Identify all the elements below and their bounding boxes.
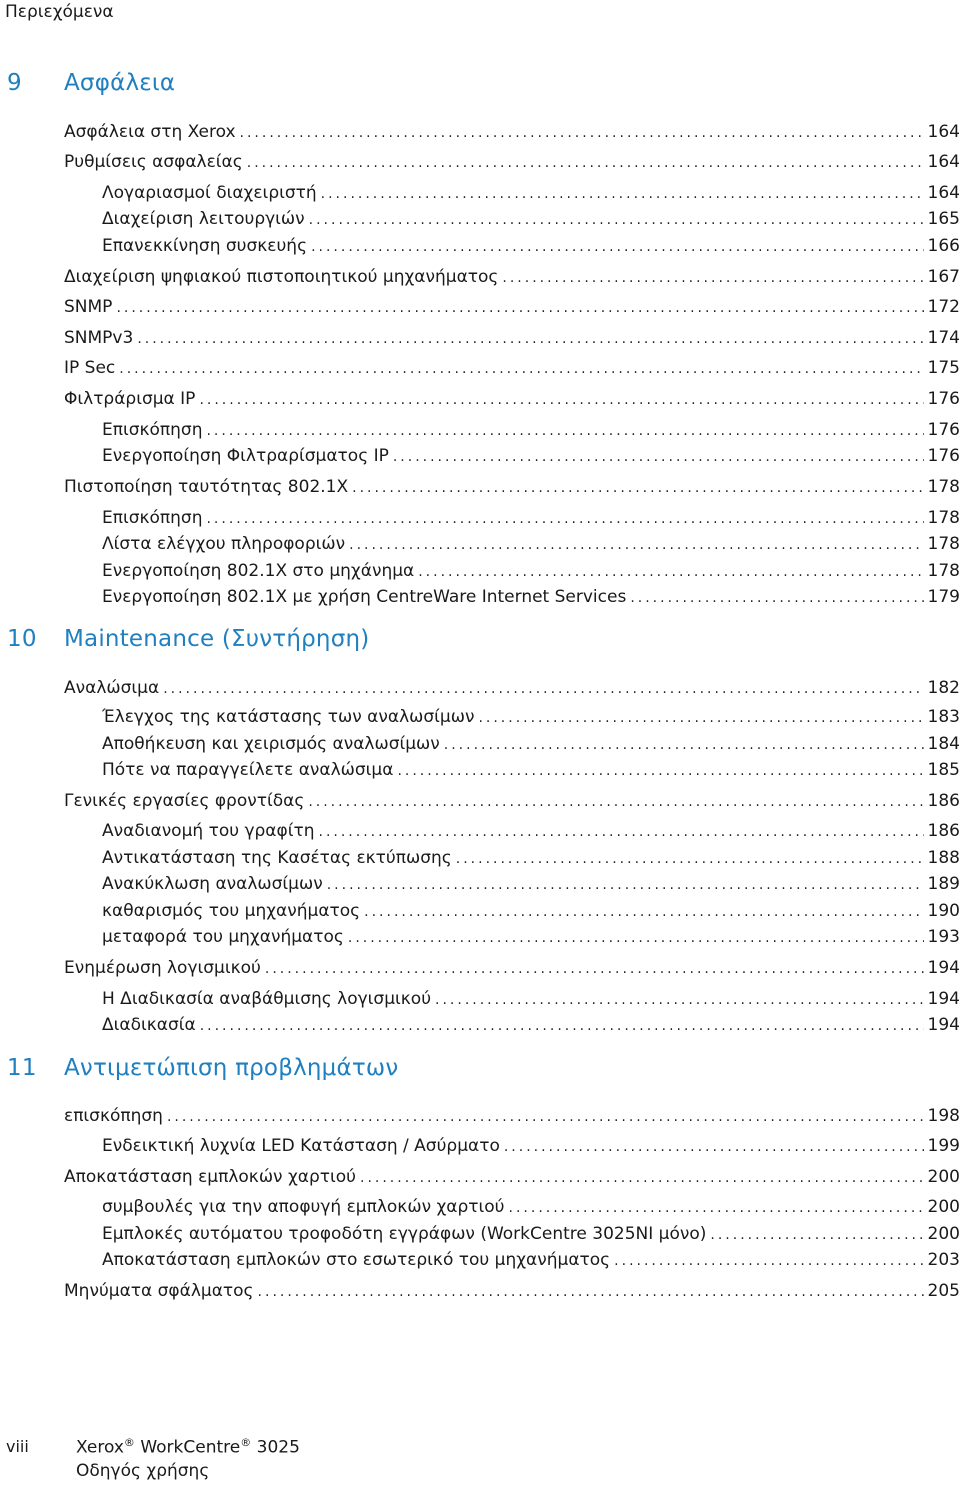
toc-entry-title: Ενεργοποίηση Φιλτραρίσματος IP [102,446,389,466]
toc-entry-title: Επισκόπηση [102,420,203,440]
dot-leader [206,507,923,531]
toc-entry-title: Αναδιανομή του γραφίτη [102,821,315,841]
toc-entry-page: 183 [927,707,960,727]
toc-entry-title: Ρυθμίσεις ασφαλείας [64,152,243,172]
dot-leader [311,235,923,259]
toc-entry-page: 178 [927,477,960,497]
toc-entry-page: 189 [927,874,960,894]
dot-leader [258,1280,924,1304]
toc-entry[interactable] [102,846,960,870]
toc-entry-page: 194 [927,1015,960,1035]
toc-entry-title: Αποκατάσταση εμπλοκών χαρτιού [64,1167,356,1187]
dot-leader [614,1249,923,1273]
toc-entry[interactable] [102,1248,960,1272]
registered-mark: ® [240,1436,252,1449]
toc-entry-page: 186 [927,791,960,811]
dot-leader [456,847,924,871]
toc-entry[interactable] [64,150,960,174]
running-head: Περιεχόμενα [5,2,114,22]
toc-entry-page: 167 [927,267,960,287]
toc-entry-title: SNMPv3 [64,328,134,348]
toc-entry[interactable] [102,559,960,583]
toc-entry-title: Πότε να παραγγείλετε αναλώσιμα [102,760,394,780]
toc-entry-title: Επανεκκίνηση συσκευής [102,236,308,256]
toc-entry-title: Η Διαδικασία αναβάθμισης λογισμικού [102,989,432,1009]
toc-entry-page: 200 [927,1224,960,1244]
chapter-number: 11 [7,1055,37,1081]
toc-entry-title: Λίστα ελέγχου πληροφοριών [102,534,346,554]
toc-entry[interactable] [102,1134,960,1158]
toc-entry-title: Μηνύματα σφάλματος [64,1281,254,1301]
dot-leader [349,533,923,557]
dot-leader [265,957,924,981]
toc-entry-title: Έλεγχος της κατάστασης των αναλωσίμων [102,707,475,727]
toc-entry-page: 178 [927,534,960,554]
toc-entry[interactable] [102,418,960,442]
toc-entry-title: Ενημέρωση λογισμικού [64,958,261,978]
toc-entry[interactable] [102,758,960,782]
footer-page-number: viii [6,1437,29,1456]
toc-entry[interactable] [102,207,960,231]
dot-leader [200,1014,924,1038]
toc-entry[interactable] [102,1222,960,1246]
toc-entry-page: 166 [927,236,960,256]
toc-entry[interactable] [102,899,960,923]
toc-entry-title: επισκόπηση [64,1106,163,1126]
toc-entry-title: IP Sec [64,358,116,378]
dot-leader [348,926,924,950]
toc-entry-title: Ενεργοποίηση 802.1X στο μηχάνημα [102,561,415,581]
dot-leader [478,706,923,730]
toc-entry-title: Ασφάλεια στη Xerox [64,122,236,142]
footer-model: 3025 [256,1437,300,1458]
chapter-title[interactable]: Maintenance (Συντήρηση) [64,626,370,652]
toc-entry[interactable] [64,1104,960,1128]
toc-entry-page: 176 [927,420,960,440]
dot-leader [240,121,924,145]
dot-leader [502,266,923,290]
dot-leader [321,182,924,206]
dot-leader [163,677,923,701]
toc-entry-title: συμβουλές για την αποφυγή εμπλοκών χαρτιού [102,1197,505,1217]
toc-entry-page: 164 [927,122,960,142]
toc-entry-title: Γενικές εργασίες φροντίδας [64,791,305,811]
dot-leader [364,900,923,924]
toc-entry-page: 165 [927,209,960,229]
dot-leader [509,1196,924,1220]
toc-entry-page: 194 [927,958,960,978]
toc-entry-page: 174 [927,328,960,348]
toc-entry-title: Ενδεικτική λυχνία LED Κατάσταση / Ασύρματο [102,1136,500,1156]
toc-entry-title: Φιλτράρισμα IP [64,389,196,409]
toc-entry-page: 188 [927,848,960,868]
toc-entry-page: 175 [927,358,960,378]
dot-leader [319,820,924,844]
toc-entry-page: 193 [927,927,960,947]
toc-entry-page: 198 [927,1106,960,1126]
dot-leader [504,1135,924,1159]
toc-entry-page: 194 [927,989,960,1009]
dot-leader [710,1223,923,1247]
toc-entry[interactable] [64,326,960,350]
toc-entry-title: μεταφορά του μηχανήματος [102,927,344,947]
toc-entry[interactable] [64,356,960,380]
toc-entry-page: 164 [927,152,960,172]
toc-entry-title: Διαδικασία [102,1015,196,1035]
toc-entry[interactable] [102,585,960,609]
dot-leader [116,296,923,320]
toc-entry-title: Αποκατάσταση εμπλοκών στο εσωτερικό του μηχανήματος [102,1250,611,1270]
dot-leader [206,419,923,443]
toc-entry-page: 176 [927,389,960,409]
toc-entry-title: Επισκόπηση [102,508,203,528]
toc-entry[interactable] [102,1195,960,1219]
toc-entry[interactable] [64,120,960,144]
dot-leader [360,1166,924,1190]
footer-guide-title: Οδηγός χρήσης [76,1461,210,1481]
toc-entry[interactable] [102,705,960,729]
dot-leader [352,476,923,500]
toc-entry-title: Εμπλοκές αυτόματου τροφοδότη εγγράφων (WorkCentre 3025NI μόνο) [102,1224,707,1244]
toc-entry-page: 203 [927,1250,960,1270]
toc-entry-page: 182 [927,678,960,698]
toc-entry-title: Διαχείριση ψηφιακού πιστοποιητικού μηχανήματος [64,267,499,287]
toc-entry-title: Ανακύκλωση αναλωσίμων [102,874,323,894]
dot-leader [247,151,924,175]
toc-entry-title: Αναλώσιμα [64,678,160,698]
toc-entry-title: καθαρισμός του μηχανήματος [102,901,361,921]
chapter-title[interactable]: Αντιμετώπιση προβλημάτων [64,1055,399,1081]
toc-entry-page: 178 [927,508,960,528]
dot-leader [199,388,923,412]
toc-entry[interactable] [102,872,960,896]
toc-entry-title: Αποθήκευση και χειρισμός αναλωσίμων [102,734,440,754]
dot-leader [119,357,923,381]
toc-entry-page: 190 [927,901,960,921]
toc-entry-page: 186 [927,821,960,841]
toc-entry-title: Ενεργοποίηση 802.1X με χρήση CentreWare Internet Services [102,587,627,607]
toc-entry-page: 164 [927,183,960,203]
toc-entry-title: Πιστοποίηση ταυτότητας 802.1X [64,477,349,497]
toc-entry-title: Αντικατάσταση της Κασέτας εκτύπωσης [102,848,452,868]
toc-entry[interactable] [102,506,960,530]
toc-entry-title: Διαχείριση λειτουργιών [102,209,305,229]
dot-leader [418,560,923,584]
toc-entry-title: SNMP [64,297,113,317]
toc-entry-page: 184 [927,734,960,754]
footer-brand: Xerox [76,1437,124,1458]
toc-entry-page: 200 [927,1197,960,1217]
toc-entry-page: 200 [927,1167,960,1187]
dot-leader [137,327,923,351]
toc-entry[interactable] [64,475,960,499]
toc-entry[interactable] [102,987,960,1011]
dot-leader [308,790,923,814]
toc-entry-page: 185 [927,760,960,780]
toc-entry-page: 178 [927,561,960,581]
toc-entry[interactable] [64,1279,960,1303]
toc-entry-page: 172 [927,297,960,317]
toc-entry[interactable] [102,532,960,556]
chapter-title[interactable]: Ασφάλεια [64,70,176,96]
toc-entry[interactable] [102,234,960,258]
toc-entry-page: 176 [927,446,960,466]
dot-leader [309,208,924,232]
toc-entry-page: 179 [927,587,960,607]
toc-entry[interactable] [64,295,960,319]
dot-leader [397,759,923,783]
toc-entry[interactable] [102,1013,960,1037]
toc-entry[interactable] [64,387,960,411]
dot-leader [167,1105,924,1129]
toc-entry[interactable] [102,925,960,949]
toc-entry[interactable] [102,181,960,205]
dot-leader [327,873,924,897]
dot-leader [435,988,924,1012]
dot-leader [630,586,923,610]
toc-entry[interactable] [64,265,960,289]
toc-entry-page: 199 [927,1136,960,1156]
toc-entry[interactable] [64,1165,960,1189]
registered-mark: ® [123,1436,135,1449]
toc-entry[interactable] [64,956,960,980]
chapter-number: 9 [7,70,22,96]
footer-product: WorkCentre [140,1437,241,1458]
toc-entry-page: 205 [927,1281,960,1301]
toc-entry[interactable] [64,789,960,813]
toc-entry[interactable] [102,732,960,756]
toc-entry-title: Λογαριασμοί διαχειριστή [102,183,317,203]
chapter-number: 10 [7,626,37,652]
toc-entry[interactable] [64,676,960,700]
footer-product-name [76,1436,300,1458]
dot-leader [393,445,924,469]
dot-leader [444,733,924,757]
toc-entry[interactable] [102,444,960,468]
toc-entry[interactable] [102,819,960,843]
